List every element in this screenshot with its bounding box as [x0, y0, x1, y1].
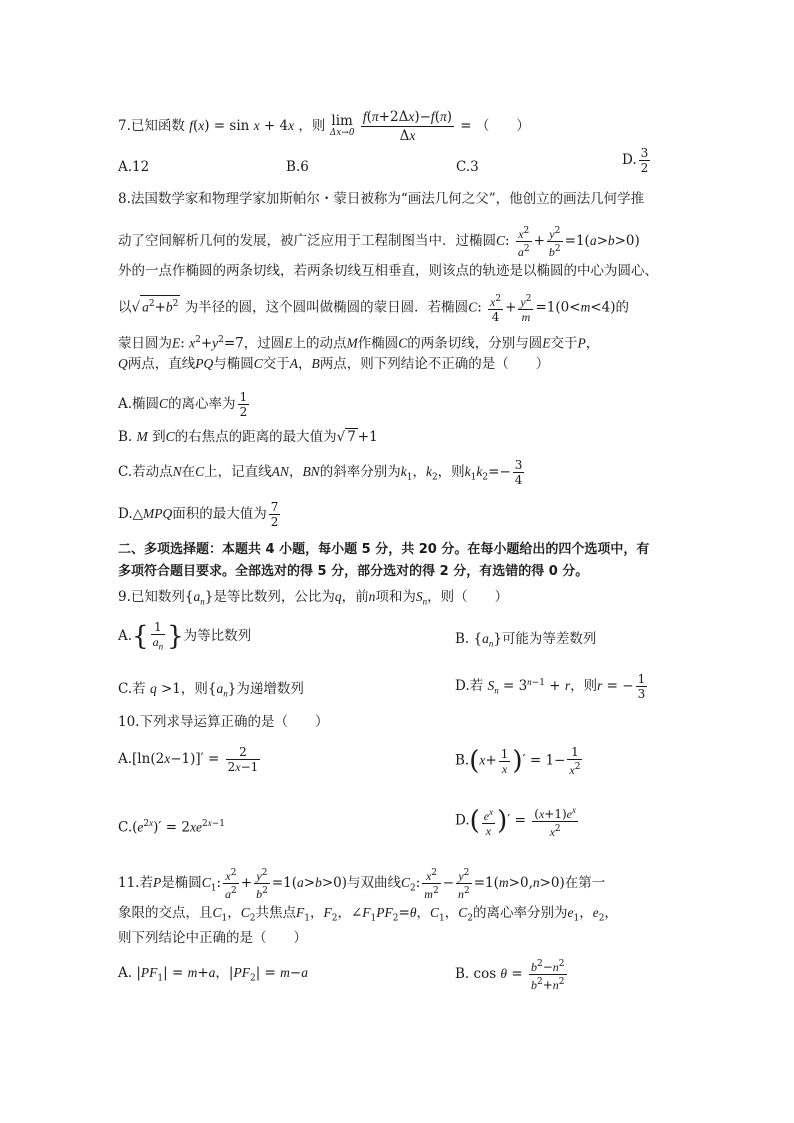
q8-opt-a: A.椭圆C的离心率为 $\frac{1}{2}$: [118, 390, 248, 419]
q10-stem: 10.下列求导运算正确的是（ ）: [118, 714, 329, 730]
q9-opt-a: A.{ $\frac{1}{a_n}$ }为等比数列: [118, 620, 252, 652]
q9-stem: 9.已知数列$\{a_n\}$是等比数列，公比为q，前n项和为$S_n$，则（ ）: [118, 589, 509, 607]
q7-label: 7.已知函数: [118, 118, 185, 134]
q11-line1: 11.若P是椭圆$C_1$: $\frac{x^2}{a^2}$ + $\frac{y^2}{b^2}$ =1(a>b>0)与双曲线$C_2$: $\frac{x^2}{m^2}$ − $\frac{y^2}{n^2}$ =1(m>0,n>0)在第一: [118, 868, 606, 901]
q10-opt-a: A.[ln(2x−1)]′ = $\frac{2}{2x-1}$: [118, 745, 259, 774]
q10-opt-c: $C.(e^{2x})' = 2xe^{2x-1}$: [118, 818, 225, 836]
q10-opt-b: B.(x+ $\frac{1}{x}$ )′ = 1− $\frac{1}{x^2}$: [455, 745, 581, 777]
q11-line2: 象限的交点，且$C_1$，$C_2$共焦点$F_1$，$F_2$，$\angle F_1PF_2=\theta$，$C_1$，$C_2$的离心率分别为$e_1$，$e_2$，: [118, 905, 618, 924]
q8-line2: 动了空间解析几何的发展，被广泛应用于工程制图当中．过椭圆C: $\frac{x^2}{a^2}$ + $\frac{y^2}{b^2}$ =1(a>b>0): [118, 226, 640, 259]
q11-opt-b: B. cos θ = $\frac{b^2-n^2}{b^2+n^2}$: [455, 959, 565, 992]
q11-line3: 则下列结论中正确的是（ ）: [118, 930, 307, 946]
q11-opt-a: A. $|PF_1| = m+a$，$|PF_2| = m-a$: [118, 965, 308, 984]
q8-opt-c: C.若动点N在C上，记直线AN，BN的斜率分别为$k_1$，$k_2$，则$k_1k_2=-$ $\frac{3}{4}$: [118, 458, 523, 487]
section-2-line1: 二、多项选择题：本题共 4 小题，每小题 5 分，共 20 分。在每小题给出的四个选项中，有: [118, 542, 650, 557]
q8-line5: 蒙日圆为E: $x^2+y^2=7$，过圆E上的动点M作椭圆C的两条切线，分别与圆E交于P，: [118, 335, 600, 352]
q8-opt-d: D.△MPQ面积的最大值为 $\frac{7}{2}$: [118, 500, 279, 529]
q7-stem: 7.已知函数 f(x) = sin x + 4x ，则 lim Δx→0 $\frac{f(\pi+2\Delta x)-f(\pi)}{\Delta x}$ = （ ）: [118, 109, 530, 144]
section-2-line2: 多项符合题目要求。全部选对的得 5 分，部分选对的得 2 分，有选错的得 0 分。: [118, 564, 589, 579]
q7-opt-a: A.12: [118, 159, 150, 175]
q7-opt-b: B.6: [286, 159, 309, 175]
q10-opt-d: D.( $\frac{e^x}{x}$ )′ = $\frac{(x+1)e^x}{x^2}$: [455, 805, 576, 839]
q9-opt-b: B. $\{a_n\}$可能为等差数列: [455, 631, 597, 649]
q8-line4: 以√ $a^2+b^2$ 为半径的圆，这个圆叫做椭圆的蒙日圆．若椭圆C: $\frac{x^2}{4}$ + $\frac{y^2}{m}$ =1(0<m<4)的: [118, 294, 629, 324]
q7-opt-d: D. $\frac{3}{2}$: [622, 146, 649, 175]
q8-line3: 外的一点作椭圆的两条切线，若两条切线互相垂直，则该点的轨迹是以椭圆的中心为圆心、: [118, 263, 658, 279]
q8-line6: Q两点，直线PQ与椭圆C交于A，B两点，则下列结论不正确的是（ ）: [118, 356, 550, 372]
q8-opt-b: B. M 到C的右焦点的距离的最大值为√ 7 +1: [118, 429, 378, 445]
q7-opt-c: C.3: [456, 159, 479, 175]
q7-limit: lim Δx→0: [329, 112, 355, 138]
q8-line1: 8.法国数学家和物理学家加斯帕尔・蒙日被称为“画法几何之父”，他创立的画法几何学推: [118, 191, 645, 207]
q9-opt-c: C.若 q >1，则$\{a_n\}$为递增数列: [118, 681, 304, 699]
q9-opt-d: D.若 $S_n = 3^{n-1} + r$，则r = − $\frac{1}{3}$: [455, 672, 646, 701]
